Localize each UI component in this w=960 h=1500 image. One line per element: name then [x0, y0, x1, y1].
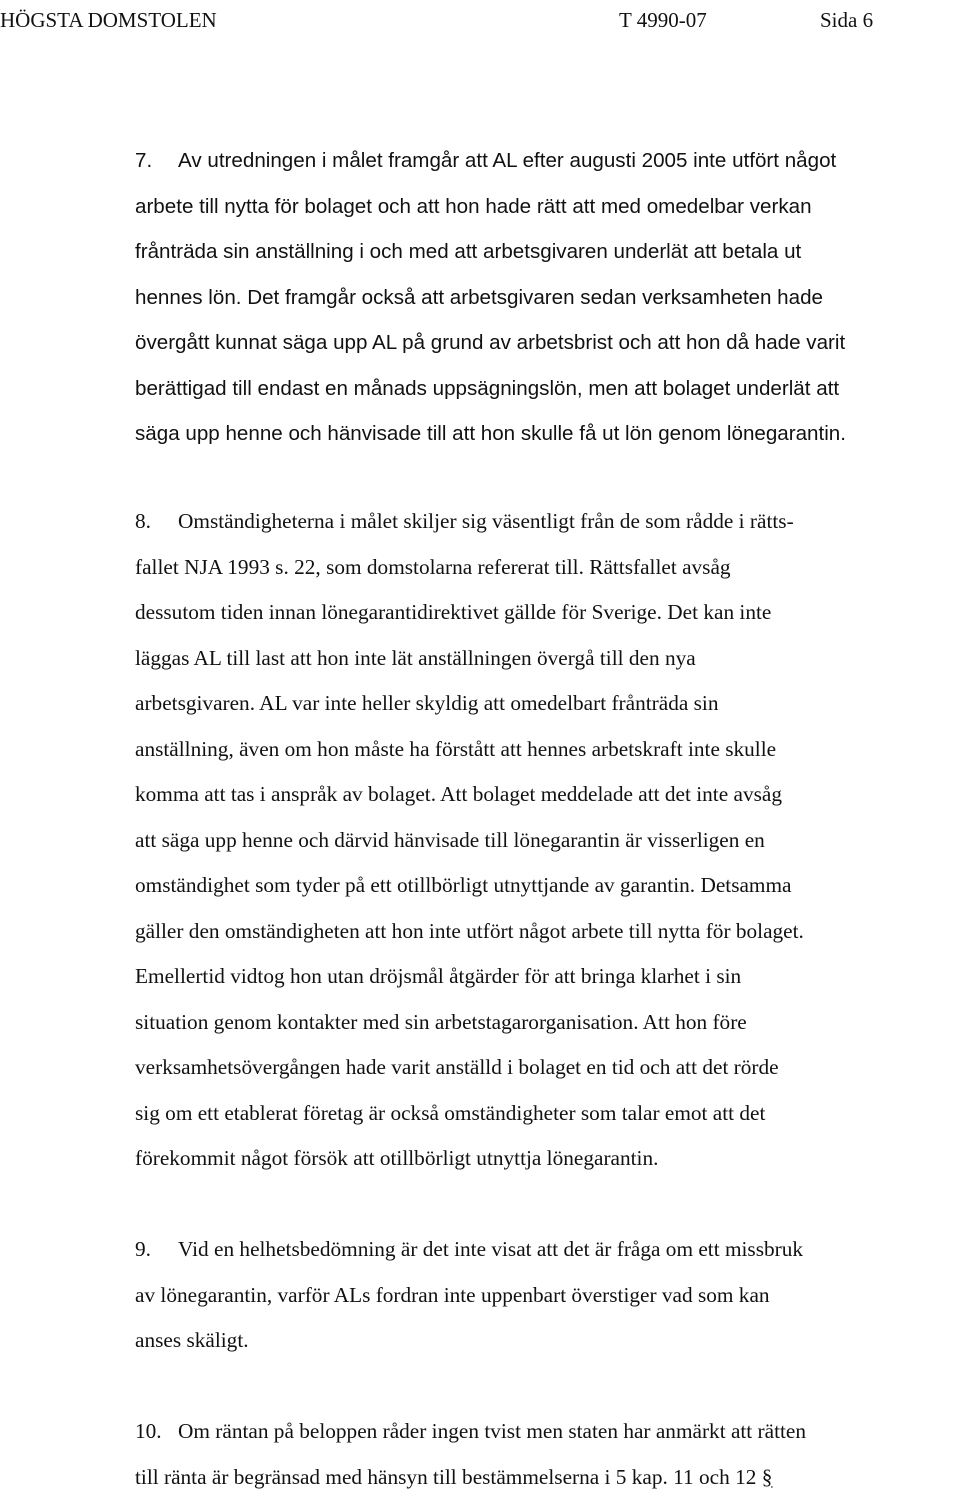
paragraph-line: berättigad till endast en månads uppsägningslön, men att bolaget underlät att — [135, 366, 960, 412]
paragraph-number: 10. — [135, 1409, 178, 1455]
paragraph-line: att säga upp henne och därvid hänvisade till lönegarantin är visserligen en — [135, 818, 960, 864]
page-number: Sida 6 — [820, 3, 873, 37]
paragraph-line: 8. Omständigheterna i målet skiljer sig väsentligt från de som rådde i rätts- — [135, 499, 960, 545]
paragraph-line: omständighet som tyder på ett otillbörligt utnyttjande av garantin. Detsamma — [135, 863, 960, 909]
paragraph-line: gäller den omständigheten att hon inte utfört något arbete till nytta för bolaget. — [135, 909, 960, 955]
paragraph-line: fallet NJA 1993 s. 22, som domstolarna refererat till. Rättsfallet avsåg — [135, 545, 960, 591]
paragraph-7 — [135, 138, 960, 457]
paragraph-number: 9. — [135, 1227, 178, 1273]
paragraph-line: hennes lön. Det framgår också att arbetsgivaren sedan verksamheten hade — [135, 275, 960, 321]
paragraph-line: Emellertid vidtog hon utan dröjsmål åtgärder för att bringa klarhet i sin — [135, 954, 960, 1000]
paragraph-line: läggas AL till last att hon inte lät anställningen övergå till den nya — [135, 636, 960, 682]
paragraph-line: förekommit något försök att otillbörligt utnyttja lönegarantin. — [135, 1136, 960, 1182]
paragraph-line: komma att tas i anspråk av bolaget. Att bolaget meddelade att det inte avsåg — [135, 772, 960, 818]
paragraph-line: frånträda sin anställning i och med att arbetsgivaren underlät att betala ut — [135, 229, 960, 275]
paragraph-line: anställning, även om hon måste ha förstått att hennes arbetskraft inte skulle — [135, 727, 960, 773]
paragraph-line: säga upp henne och hänvisade till att hon skulle få ut lön genom lönegarantin. — [135, 411, 960, 457]
paragraph-line: 7. Av utredningen i målet framgår att AL efter augusti 2005 inte utfört något — [135, 138, 960, 184]
paragraph-number: 8. — [135, 499, 178, 545]
paragraph-line: arbetsgivaren. AL var inte heller skyldig att omedelbart frånträda sin — [135, 681, 960, 727]
paragraph-line: 10. Om räntan på beloppen råder ingen tvist men staten har anmärkt att rätten — [135, 1409, 960, 1455]
paragraph-line: av lönegarantin, varför ALs fordran inte uppenbart överstiger vad som kan — [135, 1273, 960, 1319]
paragraph-10 — [135, 1409, 960, 1500]
paragraph-line: situation genom kontakter med sin arbetstagarorganisation. Att hon före — [135, 1000, 960, 1046]
paragraph-line: sig om ett etablerat företag är också omständigheter som talar emot att det — [135, 1091, 960, 1137]
paragraph-line: till ränta är begränsad med hänsyn till bestämmelserna i 5 kap. 11 och 12 § — [135, 1455, 960, 1500]
paragraph-9 — [135, 1227, 960, 1364]
paragraph-number: 7. — [135, 138, 178, 184]
paragraph-line: verksamhetsövergången hade varit anställd i bolaget en tid och att det rörde — [135, 1045, 960, 1091]
paragraph-line: övergått kunnat säga upp AL på grund av arbetsbrist och att hon då hade varit — [135, 320, 960, 366]
paragraph-line: dessutom tiden innan lönegarantidirektivet gällde för Sverige. Det kan inte — [135, 590, 960, 636]
case-number: T 4990-07 — [619, 3, 707, 37]
section-sign-link: § — [762, 1465, 773, 1489]
page-header — [0, 3, 960, 37]
court-name: HÖGSTA DOMSTOLEN — [0, 3, 217, 37]
paragraph-line: arbete till nytta för bolaget och att hon hade rätt att med omedelbar verkan — [135, 184, 960, 230]
paragraph-8 — [135, 499, 960, 1182]
paragraph-line: anses skäligt. — [135, 1318, 960, 1364]
paragraph-line: 9. Vid en helhetsbedömning är det inte visat att det är fråga om ett missbruk — [135, 1227, 960, 1273]
